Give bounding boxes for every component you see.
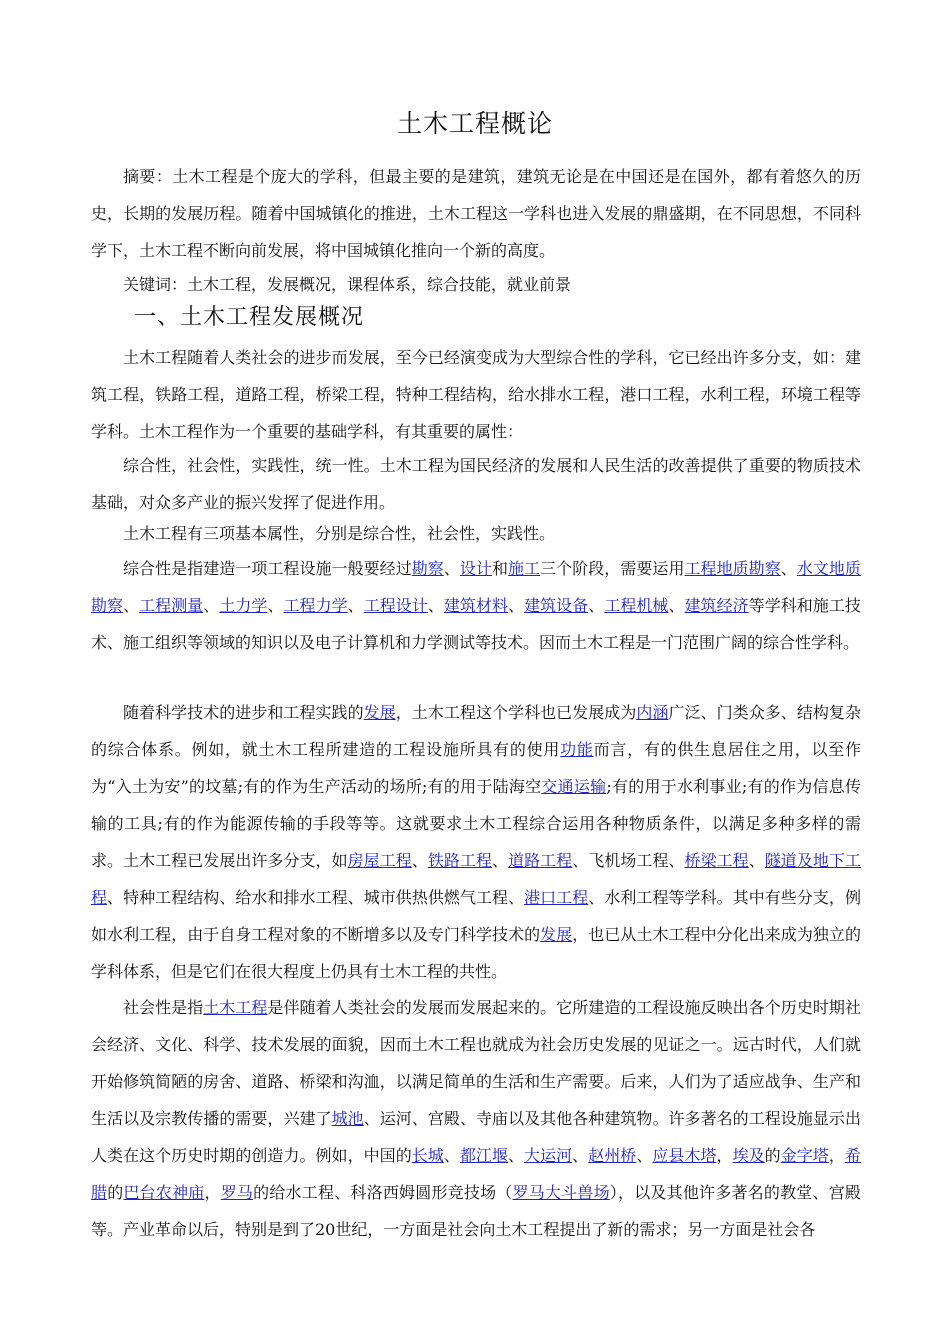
hyperlink[interactable]: 隧道及地下工程: [91, 851, 861, 907]
hyperlink[interactable]: 道路工程: [508, 851, 573, 870]
text-run: 、: [443, 559, 460, 578]
text-run: 的: [107, 1183, 124, 1202]
hyperlink[interactable]: 罗马大斗兽场: [512, 1183, 610, 1202]
hyperlink[interactable]: 应县木塔: [652, 1146, 717, 1165]
hyperlink[interactable]: 都江堰: [459, 1146, 508, 1165]
text-run: 、: [572, 1146, 589, 1165]
hyperlink[interactable]: 金字塔: [780, 1146, 829, 1165]
text-run: 、: [443, 1146, 460, 1165]
text-run: ），以及其他许多著名的教堂、宫殿等。产业革命以后，特别是到了20世纪，一方面是社会向土木工程提出了新的需求；另一方面是社会各: [91, 1183, 861, 1239]
body-paragraph-3: 土木工程有三项基本属性，分别是综合性，社会性，实践性。: [123, 524, 556, 543]
hyperlink[interactable]: 埃及: [732, 1146, 765, 1165]
text-run: 、: [267, 596, 284, 615]
hyperlink[interactable]: 赵州桥: [588, 1146, 637, 1165]
text-run: 、: [123, 596, 140, 615]
body-paragraph-2: 综合性，社会性，实践性，统一性。土木工程为国民经济的发展和人民生活的改善提供了重要的物质技术基础，对众多产业的振兴发挥了促进作用。: [91, 456, 861, 512]
text-run: ;有的用于水利事业;有的作为信息传输的工具;有的作为能源传输的手段等等。这就要求土木工程综合运用各种物质条件，以满足多种多样的需求。土木工程已发展出许多分支，如: [91, 777, 861, 870]
body-paragraph-1: 土木工程随着人类社会的进步而发展，至今已经演变成为大型综合性的学科，它已经出许多分支，如：建筑工程，铁路工程，道路工程，桥梁工程，特种工程结构，给水排水工程，港口工程，水利工程，环境工程等学科。土木工程作为一个重要的基础学科，有其重要的属性：: [91, 348, 861, 441]
hyperlink[interactable]: 交通运输: [541, 777, 607, 796]
hyperlink[interactable]: 土木工程: [203, 998, 268, 1017]
text-run: ，: [204, 1183, 221, 1202]
text-run: 、: [411, 851, 428, 870]
hyperlink[interactable]: 勘察: [411, 559, 444, 578]
hyperlink[interactable]: 铁路工程: [427, 851, 493, 870]
text-run: ，也已从土木工程中分化出来成为独立的学科体系，但是它们在很大程度上仍具有土木工程的共性。: [91, 925, 861, 981]
text-run: 、特种工程结构、给水和排水工程、城市供热供燃气工程、: [107, 888, 525, 907]
text-run: 的: [764, 1146, 781, 1165]
text-run: 、: [508, 596, 525, 615]
text-run: 而言，有的供生息居住之用，以至作为“入土为安”的坟墓;有的作为生产活动的场所;有的用于陆海空: [91, 740, 861, 796]
hyperlink[interactable]: 港口工程: [524, 888, 589, 907]
hyperlink[interactable]: 发展: [540, 925, 573, 944]
hyperlink[interactable]: 内涵: [636, 703, 669, 722]
text-run: 、: [668, 596, 685, 615]
hyperlink[interactable]: 发展: [363, 703, 396, 722]
hyperlink[interactable]: 城池: [331, 1109, 364, 1128]
hyperlink[interactable]: 建筑材料: [443, 596, 509, 615]
text-run: 、: [203, 596, 220, 615]
text-run: 的给水工程、科洛西姆圆形竞技场（: [253, 1183, 513, 1202]
hyperlink[interactable]: 施工: [508, 559, 541, 578]
hyperlink[interactable]: 工程地质勘察: [684, 559, 781, 578]
hyperlink[interactable]: 设计: [459, 559, 492, 578]
hyperlink[interactable]: 土力学: [219, 596, 268, 615]
hyperlink[interactable]: 工程力学: [283, 596, 348, 615]
text-run: 三个阶段，需要运用: [540, 559, 685, 578]
hyperlink[interactable]: 桥梁工程: [684, 851, 749, 870]
text-run: 、: [508, 1146, 525, 1165]
text-run: 、: [636, 1146, 653, 1165]
hyperlink[interactable]: 建筑设备: [524, 596, 589, 615]
text-run: 、: [748, 851, 765, 870]
text-run: 、: [588, 596, 605, 615]
body-paragraph-4: [91, 550, 861, 661]
keywords-paragraph: 关键词：土木工程，发展概况，课程体系，综合技能，就业前景: [123, 275, 572, 294]
text-run: 、水利工程等学科。其中有些分支，例如水利工程，由于自身工程对象的不断增多以及专门科学技术的: [91, 888, 861, 944]
text-run: 等学科和施工技术、施工组织等领域的知识以及电子计算机和力学测试等技术。因而土木工程是一门范围广阔的综合性学科。: [91, 596, 861, 652]
body-paragraph-5: [91, 694, 861, 990]
hyperlink[interactable]: 水文地质勘察: [91, 559, 861, 615]
hyperlink[interactable]: 希腊: [91, 1146, 861, 1202]
text-run: 、: [427, 596, 444, 615]
hyperlink[interactable]: 工程机械: [604, 596, 669, 615]
hyperlink[interactable]: 罗马: [220, 1183, 254, 1202]
text-run: 是伴随着人类社会的发展而发展起来的。它所建造的工程设施反映出各个历史时期社会经济、文化、科学、技术发展的面貌，因而土木工程也就成为社会历史发展的见证之一。远古时代，人们就开始修筑简陋的房舍、道路、桥梁和沟洫，以满足简单的生活和生产需要。后来，人们为了适应战争、生产和生活以及宗教传播的需要，兴建了: [91, 998, 861, 1128]
abstract-paragraph: 摘要：土木工程是个庞大的学科，但最主要的是建筑，建筑无论是在中国还是在国外，都有着悠久的历史，长期的发展历程。随着中国城镇化的推进，土木工程这一学科也进入发展的鼎盛期，在不同思想，不同科学下，土木工程不断向前发展，将中国城镇化推向一个新的高度。: [91, 167, 861, 260]
text-run: 、: [347, 596, 364, 615]
section-heading-1: 一、土木工程发展概况: [134, 305, 365, 330]
text-run: 综合性是指建造一项工程设施一般要经过: [123, 559, 412, 578]
hyperlink[interactable]: 功能: [560, 740, 594, 759]
text-run: 广泛、门类众多、结构复杂的综合体系。例如，就土木工程所建造的工程设施所具有的使用: [91, 703, 861, 759]
hyperlink[interactable]: 工程测量: [139, 596, 204, 615]
hyperlink[interactable]: 巴台农神庙: [123, 1183, 205, 1202]
text-run: 、: [492, 851, 509, 870]
hyperlink[interactable]: 建筑经济: [684, 596, 749, 615]
text-run: ，土木工程这个学科也已发展成为: [395, 703, 637, 722]
text-run: ，: [716, 1146, 733, 1165]
text-run: 社会性是指: [123, 998, 204, 1017]
text-run: 、飞机场工程、: [572, 851, 685, 870]
page-title: 土木工程概论: [396, 109, 553, 138]
text-run: 和: [491, 559, 509, 578]
text-run: 、: [780, 559, 797, 578]
body-paragraph-6: [91, 989, 861, 1248]
text-run: ，: [828, 1146, 845, 1165]
text-run: 、运河、宫殿、寺庙以及其他各种建筑物。许多著名的工程设施显示出人类在这个历史时期的创造力。例如，中国的: [91, 1109, 861, 1165]
hyperlink[interactable]: 房屋工程: [347, 851, 412, 870]
text-run: 随着科学技术的进步和工程实践的: [123, 703, 364, 722]
hyperlink[interactable]: 长城: [411, 1146, 444, 1165]
hyperlink[interactable]: 工程设计: [363, 596, 428, 615]
hyperlink[interactable]: 大运河: [524, 1146, 573, 1165]
